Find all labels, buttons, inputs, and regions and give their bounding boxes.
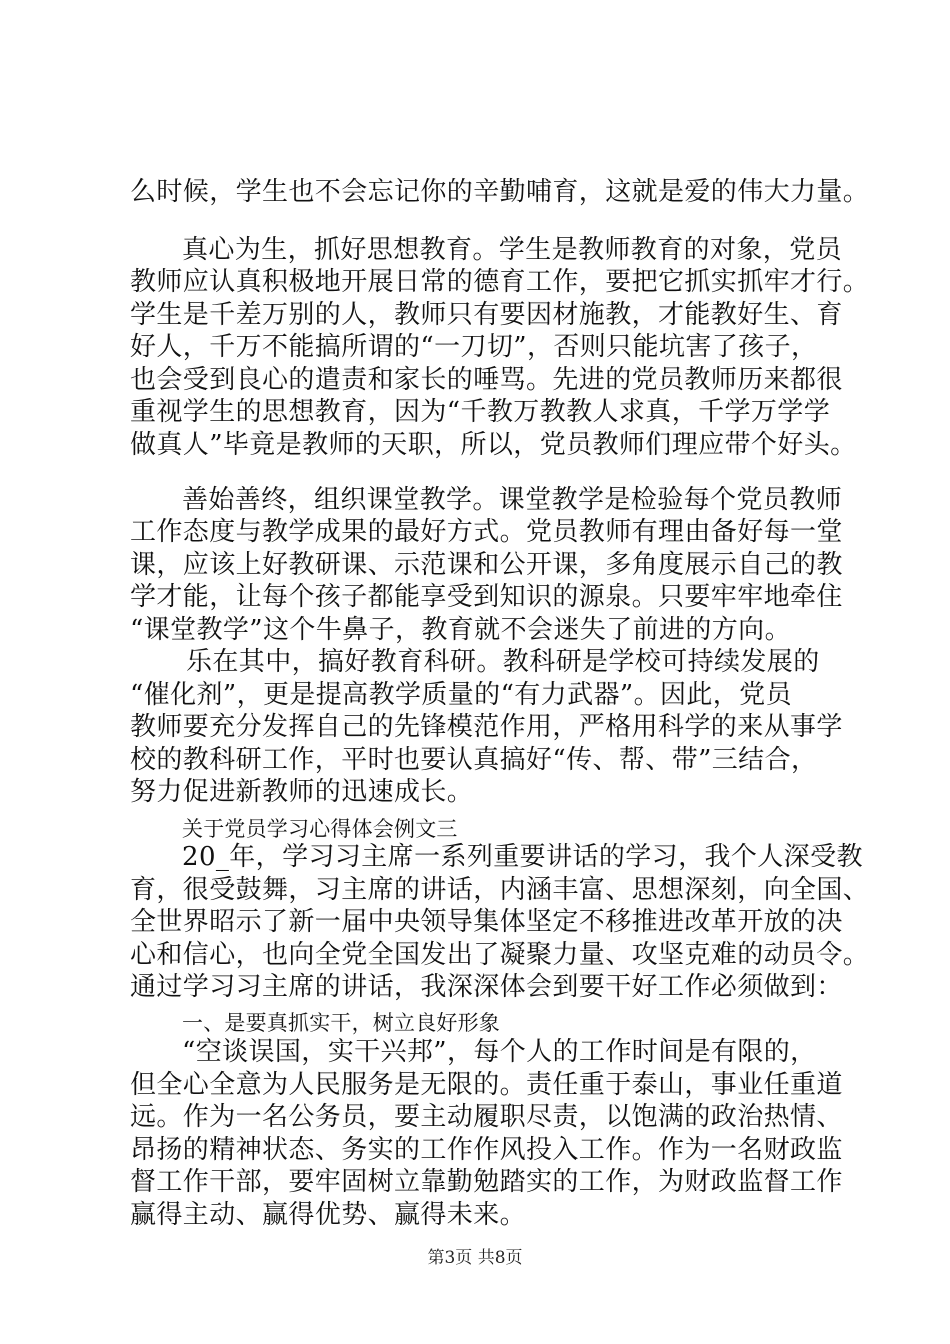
text-line: 教师要充分发挥自己的先锋模范作用，严格用科学的来从事学 xyxy=(130,712,843,742)
paragraph-first-line: “空谈误国，实干兴邦”，每个人的工作时间是有限的， xyxy=(182,1037,817,1067)
page-number-footer: 第3页 共8页 xyxy=(427,1248,523,1268)
text-line: 也会受到良心的遣责和家长的唾骂。先进的党员教师历来都很 xyxy=(130,365,843,395)
text-line: 全世界昭示了新一届中央领导集体坚定不移推进改革开放的决 xyxy=(130,907,843,937)
text-line: 努力促进新教师的迅速成长。 xyxy=(130,777,474,807)
text-line: 好人，千万不能搞所谓的“一刀切”，否则只能坑害了孩子， xyxy=(130,332,818,362)
paragraph-first-line: 真心为生，抓好思想教育。学生是教师教育的对象，党员 xyxy=(182,235,843,265)
text-line: 昂扬的精神状态、务实的工作作风投入工作。作为一名财政监 xyxy=(130,1135,843,1165)
text-line: 工作态度与教学成果的最好方式。党员教师有理由备好每一堂 xyxy=(130,517,843,547)
text-line: 赢得主动、赢得优势、赢得未来。 xyxy=(130,1200,527,1230)
text-line: 通过学习习主席的讲话，我深深体会到要干好工作必须做到： xyxy=(130,972,843,1002)
text-line: 督工作干部，要牢固树立靠勤勉踏实的工作，为财政监督工作 xyxy=(130,1167,843,1197)
text-line: 么时候，学生也不会忘记你的辛勤哺育，这就是爱的伟大力量。 xyxy=(130,177,870,207)
section-heading: 关于党员学习心得体会例文三 xyxy=(182,817,458,841)
text-line: 校的教科研工作，平时也要认真搞好“传、帮、带”三结合， xyxy=(130,745,818,775)
text-line: 教师应认真积极地开展日常的德育工作，要把它抓实抓牢才行。 xyxy=(130,267,870,297)
paragraph-first-line: 乐在其中，搞好教育科研。教科研是学校可持续发展的 xyxy=(186,647,820,677)
text-line: 心和信心，也向全党全国发出了凝聚力量、攻坚克难的动员令。 xyxy=(130,940,870,970)
paragraph-first-line: 20_年，学习习主席一系列重要讲话的学习，我个人深受教 xyxy=(182,842,863,872)
text-line: “催化剂”，更是提高教学质量的“有力武器”。因此，党员 xyxy=(130,680,792,710)
text-line: 重视学生的思想教育，因为“千教万教教人求真，千学万学学 xyxy=(130,397,831,427)
text-line: 远。作为一名公务员，要主动履职尽责，以饱满的政治热情、 xyxy=(130,1102,843,1132)
text-line: “课堂教学”这个牛鼻子，教育就不会迷失了前进的方向。 xyxy=(130,615,791,645)
text-line: 但全心全意为人民服务是无限的。责任重于泰山，事业任重道 xyxy=(130,1070,843,1100)
text-line: 育，很受鼓舞，习主席的讲话，内涵丰富、思想深刻，向全国、 xyxy=(130,875,870,905)
subsection-heading: 一、是要真抓实干，树立良好形象 xyxy=(182,1011,500,1035)
paragraph-first-line: 善始善终，组织课堂教学。课堂教学是检验每个党员教师 xyxy=(182,485,843,515)
text-line: 学生是千差万别的人，教师只有要因材施教，才能教好生、育 xyxy=(130,300,843,330)
text-line: 学才能，让每个孩子都能享受到知识的源泉。只要牢牢地牵住 xyxy=(130,582,843,612)
text-line: 课，应该上好教研课、示范课和公开课，多角度展示自己的教 xyxy=(130,550,843,580)
text-line: 做真人”毕竟是教师的天职，所以，党员教师们理应带个好头。 xyxy=(130,430,857,460)
